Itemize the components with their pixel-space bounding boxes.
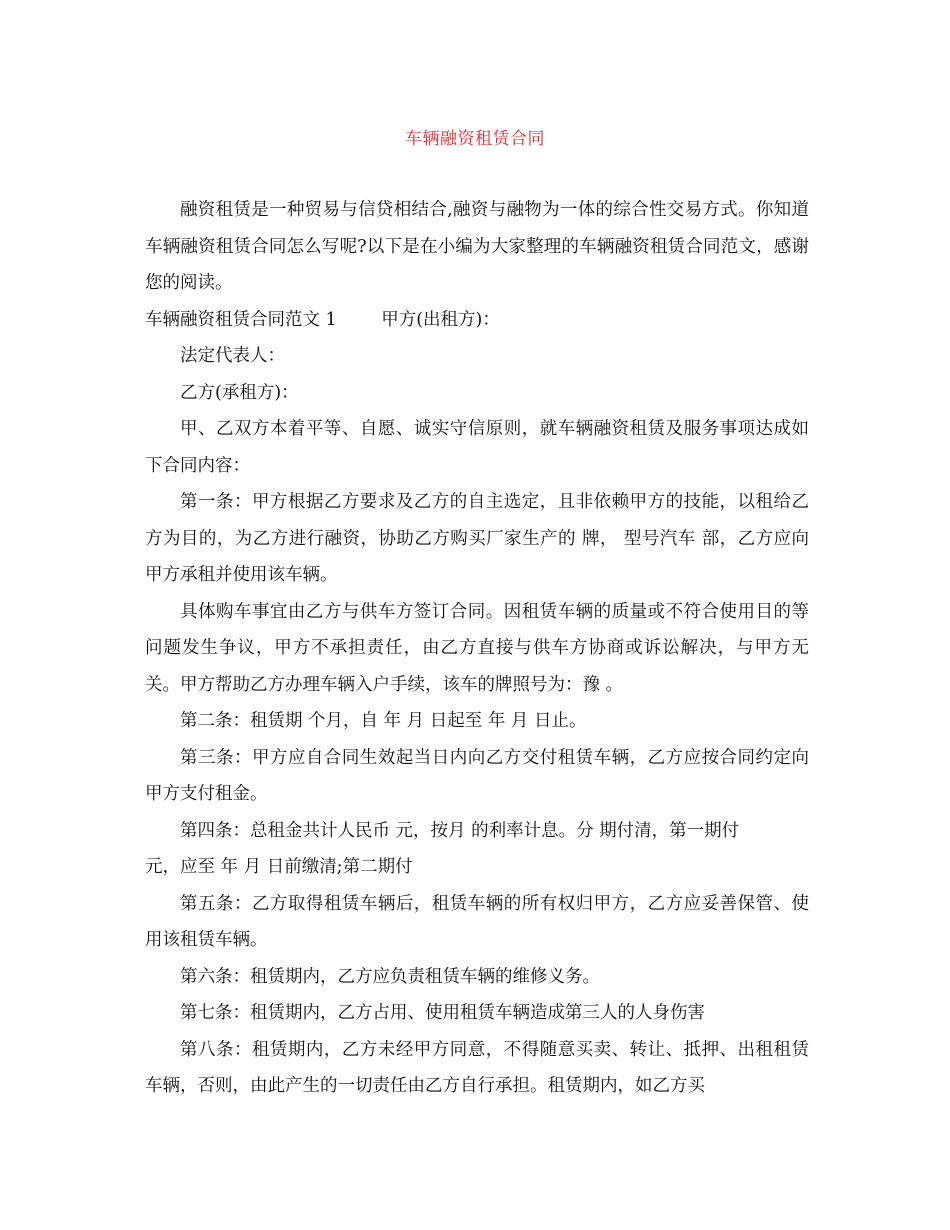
paragraph-article-3: 第三条：甲方应自合同生效起当日内向乙方交付租赁车辆，乙方应按合同约定向甲方支付租金。 <box>145 747 809 804</box>
paragraph-sample-heading: 车辆融资租赁合同范文 1 甲方(出租方)： <box>145 309 500 330</box>
paragraph-article-2: 第二条：租赁期 个月，自 年 月 日起至 年 月 日止。 <box>180 711 587 731</box>
document-body <box>145 192 809 1105</box>
paragraph-article-8: 第八条：租赁期内，乙方未经甲方同意，不得随意买卖、转让、抵押、出租租赁车辆，否则，由此产生的一切责任由乙方自行承担。租赁期内，如乙方买 <box>145 1039 809 1096</box>
paragraph-party-b: 乙方(承租方)： <box>180 382 299 403</box>
paragraph-legal-representative: 法定代表人： <box>180 346 285 366</box>
document-title: 车辆融资租赁合同 <box>405 129 545 149</box>
paragraph-article-1: 第一条：甲方根据乙方要求及乙方的自主选定，且非依赖甲方的技能，以租给乙方为目的，为乙方进行融资，协助乙方购买厂家生产的 牌， 型号汽车 部，乙方应向甲方承租并使用该车辆。 <box>145 492 809 585</box>
paragraph-preamble: 甲、乙双方本着平等、自愿、诚实守信原则，就车辆融资租赁及服务事项达成如下合同内容： <box>145 419 809 476</box>
paragraph-intro: 融资租赁是一种贸易与信贷相结合,融资与融物为一体的综合性交易方式。你知道车辆融资租赁合同怎么写呢?以下是在小编为大家整理的车辆融资租赁合同范文，感谢您的阅读。 <box>145 200 809 293</box>
paragraph-article-7: 第七条：租赁期内，乙方占用、使用租赁车辆造成第三人的人身伤害 <box>180 1003 705 1023</box>
paragraph-article-4-cont: 元，应至 年 月 日前缴清;第二期付 <box>145 857 413 877</box>
paragraph-article-5: 第五条：乙方取得租赁车辆后，租赁车辆的所有权归甲方，乙方应妥善保管、使用该租赁车辆。 <box>145 893 809 950</box>
paragraph-purchase: 具体购车事宜由乙方与供车方签订合同。因租赁车辆的质量或不符合使用目的等问题发生争议，甲方不承担责任，由乙方直接与供车方协商或诉讼解决，与甲方无关。甲方帮助乙方办理车辆入户手续，该车的牌照号为：豫 。 <box>145 601 809 695</box>
paragraph-article-4: 第四条：总租金共计人民币 元，按月 的利率计息。分 期付清，第一期付 <box>180 820 740 841</box>
paragraph-article-6: 第六条：租赁期内，乙方应负责租赁车辆的维修义务。 <box>180 966 600 987</box>
